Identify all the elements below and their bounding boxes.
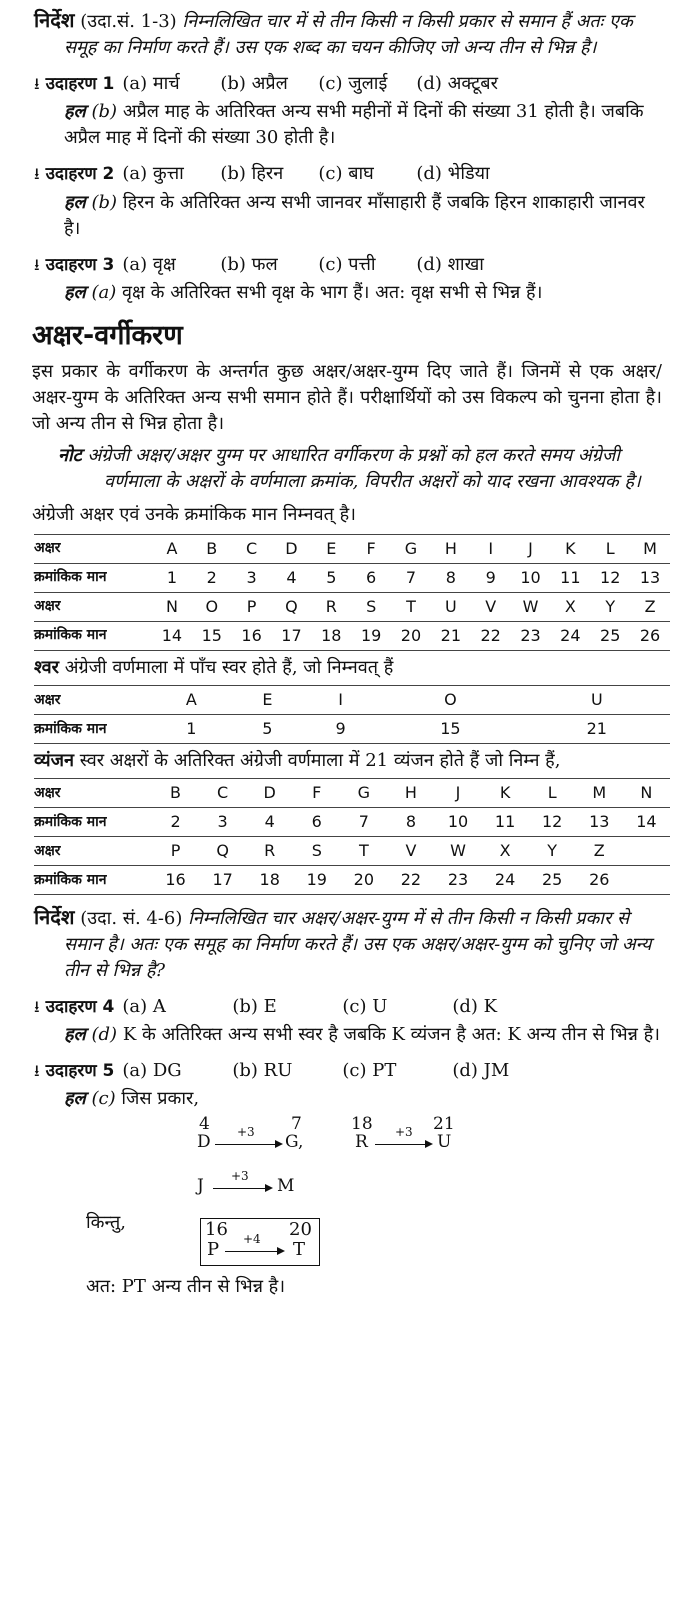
hal-label: हल xyxy=(64,1024,86,1046)
p-step: +4 xyxy=(243,1232,261,1247)
r-step: +3 xyxy=(395,1125,413,1140)
table-cell: 4 xyxy=(246,807,293,836)
answer: (b) xyxy=(91,191,118,213)
option-a: (a) कुत्ता xyxy=(122,163,184,185)
arrow-p-t xyxy=(225,1251,283,1252)
table-cell: 20 xyxy=(340,865,387,894)
example-2 xyxy=(34,161,662,241)
table-cell: 7 xyxy=(340,807,387,836)
directive-label: निर्देश xyxy=(34,8,75,32)
table-cell: E xyxy=(311,534,351,563)
table-cell: 9 xyxy=(304,714,377,743)
table-row xyxy=(34,807,670,836)
vowels-text: अंग्रेजी वर्णमाला में पाँच स्वर होते हैं, जो निम्नवत् हैं xyxy=(64,656,394,678)
table-cell: P xyxy=(152,836,199,865)
table-cell: 26 xyxy=(576,865,623,894)
p-letter: P xyxy=(207,1239,220,1261)
option-b: (b) E xyxy=(232,996,277,1018)
u-letter: U xyxy=(437,1132,452,1153)
table-cell: 15 xyxy=(192,621,232,650)
table-cell: X xyxy=(482,836,529,865)
table-row xyxy=(34,714,670,743)
row-label: अक्षर xyxy=(34,685,152,714)
options xyxy=(122,161,514,187)
table-cell: 16 xyxy=(152,865,199,894)
table-cell: 21 xyxy=(431,621,471,650)
table-cell: U xyxy=(431,592,471,621)
table-cell: 20 xyxy=(391,621,431,650)
answer: (a) xyxy=(91,281,117,303)
table-cell: W xyxy=(511,592,551,621)
table-cell: W xyxy=(434,836,481,865)
row-label: अक्षर xyxy=(34,534,152,563)
download-icon: ⭳ xyxy=(34,254,40,274)
t-letter: T xyxy=(293,1239,306,1261)
j-step: +3 xyxy=(231,1169,249,1184)
table-cell: N xyxy=(152,592,192,621)
table-cell: O xyxy=(377,685,523,714)
table-cell: 23 xyxy=(434,865,481,894)
vowels-intro xyxy=(34,655,662,681)
table-cell: 13 xyxy=(576,807,623,836)
download-icon: ⭳ xyxy=(34,1061,40,1081)
table-cell: H xyxy=(387,778,434,807)
arrow-d-g xyxy=(215,1144,281,1145)
m-letter: M xyxy=(277,1176,295,1197)
example-label: उदाहरण 4 xyxy=(45,997,115,1018)
table-cell: I xyxy=(471,534,511,563)
option-c: (c) बाघ xyxy=(318,163,374,185)
option-c: (c) जुलाई xyxy=(318,73,388,95)
highlight-box xyxy=(200,1218,320,1266)
note xyxy=(58,443,662,495)
table-cell: 1 xyxy=(152,714,231,743)
example-1 xyxy=(34,71,662,151)
table-cell: 11 xyxy=(482,807,529,836)
directive-range: (उदा.सं. 1-3) xyxy=(80,11,177,32)
option-a: (a) A xyxy=(122,996,166,1018)
table-cell: 23 xyxy=(511,621,551,650)
answer: (d) xyxy=(91,1024,118,1046)
intro-paragraph: इस प्रकार के वर्गीकरण के अन्तर्गत कुछ अक्षर/अक्षर-युग्म दिए जाते हैं। जिनमें से एक अक्षर/अक्षर-युग्म के अतिरिक्त अन्य सभी समान होते हैं। परीक्षार्थियों को उस विकल्प को चुनना होता है। जो अन्य तीन से भिन्न होता है। xyxy=(32,361,662,435)
alphabet-intro: अंग्रेजी अक्षर एवं उनके क्रमांकिक मान निम्नवत् है। xyxy=(32,503,356,525)
table-cell: D xyxy=(272,534,312,563)
table-cell: 2 xyxy=(152,807,199,836)
table-cell: Q xyxy=(199,836,246,865)
table-cell: D xyxy=(246,778,293,807)
answer: (c) xyxy=(91,1088,116,1110)
table-cell: 18 xyxy=(246,865,293,894)
table-cell: M xyxy=(576,778,623,807)
example-label: उदाहरण 3 xyxy=(45,254,115,275)
table-cell: K xyxy=(550,534,590,563)
table-cell: E xyxy=(231,685,304,714)
table-cell: 6 xyxy=(293,807,340,836)
directive-text: निम्नलिखित चार में से तीन किसी न किसी प्रकार से समान हैं अतः एक समूह का निर्माण करते हैं। उस एक शब्द का चयन कीजिए जो अन्य तीन से भिन्न है। xyxy=(64,11,633,59)
option-c: (c) U xyxy=(342,996,388,1018)
table-cell: O xyxy=(192,592,232,621)
solution-text: हिरन के अतिरिक्त अन्य सभी जानवर माँसाहारी हैं जबकि हिरन शाकाहारी जानवर है। xyxy=(64,191,645,239)
row-label: अक्षर xyxy=(34,778,152,807)
table-cell: Z xyxy=(630,592,670,621)
directive-range: (उदा. सं. 4-6) xyxy=(80,907,183,929)
table-cell: G xyxy=(340,778,387,807)
example-4 xyxy=(34,994,662,1048)
hal-label: हल xyxy=(64,1088,86,1110)
note-text: अंग्रेजी अक्षर/अक्षर युग्म पर आधारित वर्गीकरण के प्रश्नों को हल करते समय अंग्रेजी वर्णमाला के अक्षरों के वर्णमाला क्रमांक, विपरीत अक्षरों को याद रखना आवश्यक है। xyxy=(87,445,641,493)
consonants-table xyxy=(34,778,670,895)
table-cell: 24 xyxy=(482,865,529,894)
table-cell: Q xyxy=(272,592,312,621)
table-cell: C xyxy=(199,778,246,807)
table-cell xyxy=(623,836,670,865)
table-row xyxy=(34,621,670,650)
table-cell: 8 xyxy=(387,807,434,836)
table-cell: J xyxy=(434,778,481,807)
conclusion: अत: PT अन्य तीन से भिन्न है। xyxy=(86,1276,286,1298)
table-cell: N xyxy=(623,778,670,807)
option-a: (a) मार्च xyxy=(122,73,180,95)
section-title: अक्षर-वर्गीकरण xyxy=(32,319,183,351)
answer: (b) xyxy=(91,101,118,123)
row-label: क्रमांकिक मान xyxy=(34,865,152,894)
hal-label: हल xyxy=(64,101,86,123)
option-d: (d) JM xyxy=(452,1060,510,1082)
table-cell xyxy=(623,865,670,894)
table-cell: Z xyxy=(576,836,623,865)
p-value: 16 xyxy=(205,1219,228,1241)
table-cell: H xyxy=(431,534,471,563)
table-cell: 6 xyxy=(351,563,391,592)
table-cell: 1 xyxy=(152,563,192,592)
table-cell: Y xyxy=(529,836,576,865)
table-cell: R xyxy=(246,836,293,865)
table-cell: 18 xyxy=(311,621,351,650)
kintu-block xyxy=(34,1210,662,1270)
table-cell: J xyxy=(511,534,551,563)
table-cell: 25 xyxy=(590,621,630,650)
table-cell: R xyxy=(311,592,351,621)
table-cell: 10 xyxy=(434,807,481,836)
table-cell: Y xyxy=(590,592,630,621)
table-cell: C xyxy=(232,534,272,563)
g-letter: G, xyxy=(285,1132,304,1153)
table-cell: G xyxy=(391,534,431,563)
options xyxy=(122,994,562,1020)
table-cell: 5 xyxy=(231,714,304,743)
kintu-text: किन्तु, xyxy=(86,1212,127,1234)
hal-label: हल xyxy=(64,281,86,303)
arrow-j-m xyxy=(213,1188,271,1189)
option-d: (d) शाखा xyxy=(416,253,484,275)
table-cell: 14 xyxy=(152,621,192,650)
option-c: (c) पत्ती xyxy=(318,253,376,275)
table-cell: 26 xyxy=(630,621,670,650)
table-cell: 4 xyxy=(272,563,312,592)
table-cell: 17 xyxy=(199,865,246,894)
table-row xyxy=(34,778,670,807)
option-b: (b) फल xyxy=(220,253,278,275)
table-cell: I xyxy=(304,685,377,714)
table-cell: 22 xyxy=(471,621,511,650)
table-cell: 7 xyxy=(391,563,431,592)
table-cell: F xyxy=(351,534,391,563)
table-cell: 9 xyxy=(471,563,511,592)
table-cell: L xyxy=(529,778,576,807)
table-cell: V xyxy=(387,836,434,865)
solution xyxy=(34,190,662,242)
table-cell: 13 xyxy=(630,563,670,592)
t-value: 20 xyxy=(289,1219,312,1241)
solution xyxy=(34,280,662,306)
table-cell: 16 xyxy=(232,621,272,650)
u-value: 21 xyxy=(433,1114,455,1135)
row-label: क्रमांकिक मान xyxy=(34,714,152,743)
download-icon: ⭳ xyxy=(34,74,40,94)
arrow-r-u xyxy=(375,1144,431,1145)
example-5 xyxy=(34,1058,662,1300)
table-cell: B xyxy=(192,534,232,563)
consonants-text: स्वर अक्षरों के अतिरिक्त अंग्रेजी वर्णमाला में 21 व्यंजन होते हैं जो निम्न हैं, xyxy=(79,749,561,771)
table-cell: M xyxy=(630,534,670,563)
row-label: अक्षर xyxy=(34,592,152,621)
table-cell: F xyxy=(293,778,340,807)
table-cell: K xyxy=(482,778,529,807)
table-row xyxy=(34,685,670,714)
table-cell: 12 xyxy=(529,807,576,836)
table-cell: S xyxy=(351,592,391,621)
table-cell: 12 xyxy=(590,563,630,592)
options xyxy=(122,71,514,97)
solution xyxy=(34,1022,662,1048)
example-label: उदाहरण 2 xyxy=(45,164,115,185)
table-cell: L xyxy=(590,534,630,563)
table-cell: 5 xyxy=(311,563,351,592)
hal-label: हल xyxy=(64,191,86,213)
table-cell: 17 xyxy=(272,621,312,650)
download-icon: ⭳ xyxy=(34,164,40,184)
table-row xyxy=(34,592,670,621)
row-label: अक्षर xyxy=(34,836,152,865)
table-cell: 8 xyxy=(431,563,471,592)
d-letter: D xyxy=(197,1132,211,1153)
table-cell: 2 xyxy=(192,563,232,592)
option-d: (d) भेडिया xyxy=(416,163,490,185)
option-d: (d) K xyxy=(452,996,498,1018)
table-row xyxy=(34,534,670,563)
solution-text: अप्रैल माह के अतिरिक्त अन्य सभी महीनों में दिनों की संख्या 31 होती है। जबकि अप्रैल माह में दिनों की संख्या 30 होती है। xyxy=(64,101,644,149)
options xyxy=(122,252,514,278)
solution-text: वृक्ष के अतिरिक्त सभी वृक्ष के भाग हैं। अत: वृक्ष सभी से भिन्न हैं। xyxy=(122,281,543,303)
table-cell: A xyxy=(152,534,192,563)
r-letter: R xyxy=(355,1132,368,1153)
table-row xyxy=(34,836,670,865)
option-b: (b) RU xyxy=(232,1060,293,1082)
table-cell: T xyxy=(391,592,431,621)
directive-text: निम्नलिखित चार अक्षर/अक्षर-युग्म में से तीन किसी न किसी प्रकार से समान है। अतः एक समूह का निर्माण करते हैं। उस एक अक्षर/अक्षर-युग्म को चुनिए जो अन्य तीन से भिन्न है? xyxy=(64,907,652,982)
vowels-label: श्वर xyxy=(34,656,60,678)
example-3 xyxy=(34,252,662,306)
row-label: क्रमांकिक मान xyxy=(34,563,152,592)
table-cell: 3 xyxy=(199,807,246,836)
table-cell: P xyxy=(232,592,272,621)
j-letter: J xyxy=(197,1176,204,1197)
d-value: 4 xyxy=(199,1114,210,1135)
option-b: (b) हिरन xyxy=(220,163,284,185)
g-value: 7 xyxy=(291,1114,302,1135)
table-cell: V xyxy=(471,592,511,621)
alphabet-table xyxy=(34,534,670,651)
note-label: नोट xyxy=(58,445,82,467)
table-cell: B xyxy=(152,778,199,807)
table-cell: 14 xyxy=(623,807,670,836)
table-cell: 15 xyxy=(377,714,523,743)
download-icon: ⭳ xyxy=(34,997,40,1017)
vowels-table xyxy=(34,685,670,744)
table-cell: 24 xyxy=(550,621,590,650)
table-cell: 3 xyxy=(232,563,272,592)
option-b: (b) अप्रैल xyxy=(220,73,288,95)
consonants-label: व्यंजन xyxy=(34,749,74,771)
solution-text: K के अतिरिक्त अन्य सभी स्वर है जबकि K व्यंजन है अत: K अन्य तीन से भिन्न है। xyxy=(122,1024,661,1046)
table-cell: S xyxy=(293,836,340,865)
table-cell: U xyxy=(524,685,670,714)
d-step: +3 xyxy=(237,1125,255,1140)
option-a: (a) वृक्ष xyxy=(122,253,176,275)
solution xyxy=(34,99,662,151)
option-d: (d) अक्टूबर xyxy=(416,73,498,95)
row-label: क्रमांकिक मान xyxy=(34,621,152,650)
table-cell: 19 xyxy=(293,865,340,894)
option-a: (a) DG xyxy=(122,1060,182,1082)
table-cell: 10 xyxy=(511,563,551,592)
table-row xyxy=(34,865,670,894)
table-cell: 25 xyxy=(529,865,576,894)
directive-label: निर्देश xyxy=(34,904,75,929)
directive-1 xyxy=(34,6,662,61)
directive-2 xyxy=(34,903,662,984)
options xyxy=(122,1058,562,1084)
table-cell: 11 xyxy=(550,563,590,592)
r-value: 18 xyxy=(351,1114,373,1135)
table-cell: 19 xyxy=(351,621,391,650)
option-c: (c) PT xyxy=(342,1060,397,1082)
solution-text: जिस प्रकार, xyxy=(121,1088,200,1110)
table-cell: A xyxy=(152,685,231,714)
consonants-intro xyxy=(34,748,662,774)
example-label: उदाहरण 5 xyxy=(45,1061,115,1082)
row-label: क्रमांकिक मान xyxy=(34,807,152,836)
table-cell: T xyxy=(340,836,387,865)
solution xyxy=(34,1086,662,1112)
table-cell: X xyxy=(550,592,590,621)
example-label: उदाहरण 1 xyxy=(45,74,115,95)
table-cell: 22 xyxy=(387,865,434,894)
table-row xyxy=(34,563,670,592)
table-cell: 21 xyxy=(524,714,670,743)
